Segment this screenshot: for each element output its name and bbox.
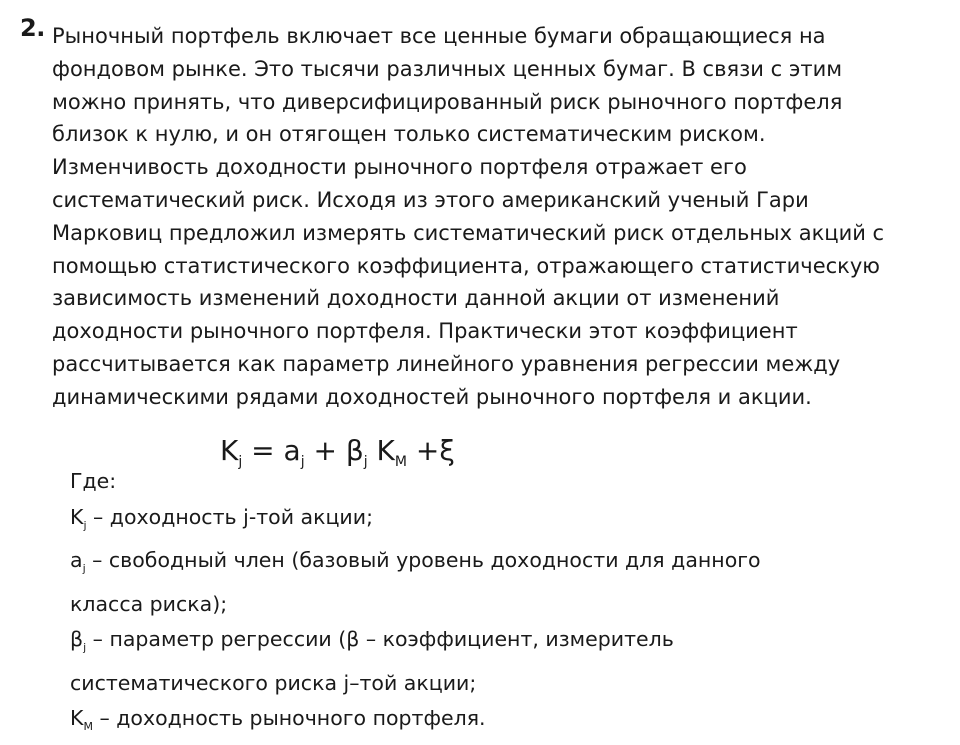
paragraph-line: помощью статистического коэффициента, отражающего статистическую	[52, 253, 880, 278]
definition-beta-continued: систематического риска j–той акции;	[70, 670, 477, 695]
def-subscript: j	[82, 562, 86, 575]
definition-beta	[70, 622, 930, 666]
paragraph-line: систематический риск. Исходя из этого американский ученый Гари	[52, 187, 809, 212]
def-text: – доходность рыночного портфеля.	[92, 706, 486, 730]
formula-tail: +ξ	[406, 434, 455, 467]
paragraph-line: рассчитывается как параметр линейного уравнения регрессии между	[52, 351, 841, 376]
def-text: – параметр регрессии (β – коэффициент, измеритель	[86, 627, 674, 651]
def-subscript: j	[83, 641, 87, 654]
def-symbol: β	[70, 627, 84, 651]
formula-equals-a: = a	[242, 434, 301, 467]
definition-km	[70, 701, 930, 745]
formula-k-subscript: j	[238, 454, 243, 470]
paragraph-line: Рыночный портфель включает все ценные бумаги обращающиеся на	[52, 24, 826, 48]
formula-plus-beta: + β	[304, 434, 364, 467]
paragraph-line: Марковиц предложил измерять систематический риск отдельных акций с	[52, 220, 885, 245]
def-symbol: K	[70, 706, 84, 730]
definition-k	[70, 500, 930, 544]
formula-km: K	[367, 434, 395, 467]
main-paragraph	[52, 20, 932, 414]
definitions-heading: Где:	[70, 469, 117, 493]
formula-k: K	[220, 434, 239, 467]
def-symbol: a	[70, 548, 83, 572]
def-symbol: K	[70, 504, 84, 529]
paragraph-line: доходности рыночного портфеля. Практически этот коэффициент	[52, 319, 798, 344]
paragraph-line: Изменчивость доходности рыночного портфеля отражает его	[52, 155, 747, 180]
formula-a-subscript: j	[300, 454, 305, 470]
def-text: – доходность j-той акции;	[86, 504, 373, 529]
paragraph-line: динамическими рядами доходностей рыночного портфеля и акции.	[52, 384, 812, 409]
slide-number: 2.	[20, 14, 45, 42]
definition-a	[70, 543, 930, 587]
paragraph-line: зависимость изменений доходности данной акции от изменений	[52, 286, 780, 311]
def-subscript: M	[83, 720, 93, 733]
formula-km-subscript: M	[394, 454, 407, 470]
formula-beta-subscript: j	[363, 454, 368, 470]
definition-a-continued: класса риска);	[70, 591, 228, 616]
def-subscript: j	[83, 518, 87, 532]
paragraph-line: фондовом рынке. Это тысячи различных ценных бумаг. В связи с этим	[52, 56, 843, 81]
paragraph-line: можно принять, что диверсифицированный риск рыночного портфеля	[52, 89, 843, 114]
def-text: – свободный член (базовый уровень доходности для данного	[85, 548, 761, 572]
definitions-list	[70, 464, 930, 745]
paragraph-line: близок к нулю, и он отягощен только систематическим риском.	[52, 122, 766, 147]
